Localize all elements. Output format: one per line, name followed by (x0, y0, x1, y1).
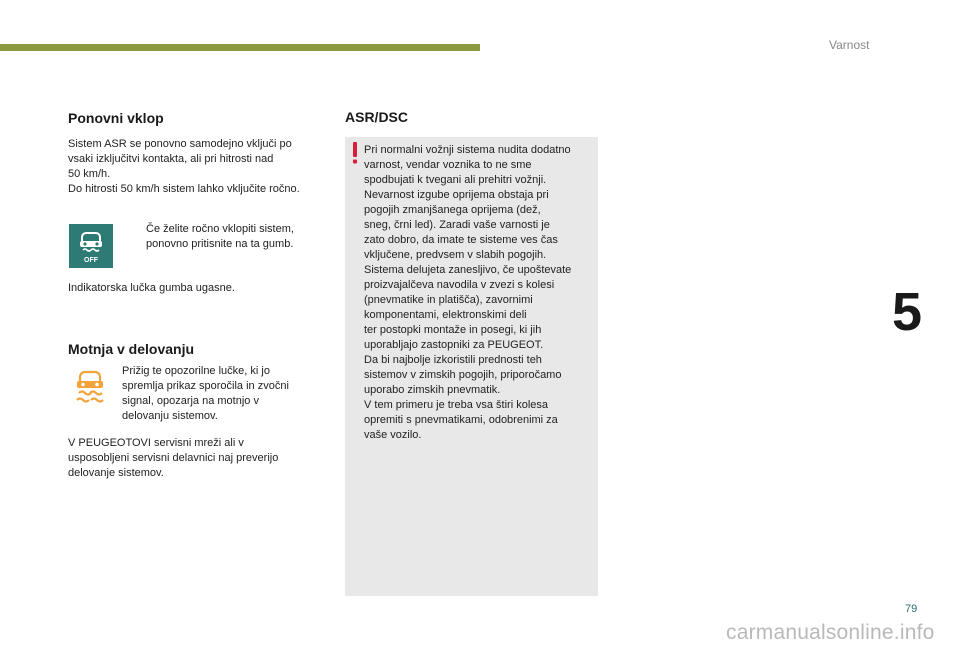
ponovni-paragraph-2: Indikatorska lučka gumba ugasne. (68, 282, 235, 294)
heading-ponovni-vklop: Ponovni vklop (68, 110, 164, 126)
ponovni-paragraph-1: Sistem ASR se ponovno samodejno vključi po vsaki izključitvi kontakta, ali pri hitrosti nad 50 km/h. Do hitrosti 50 km/h sistem lahko vključite ročno. (68, 138, 300, 195)
watermark: carmanualsonline.info (726, 621, 935, 644)
section-label: Varnost (829, 38, 870, 52)
exclamation-icon (350, 142, 360, 164)
chapter-number: 5 (892, 282, 923, 342)
heading-asr-dsc: ASR/DSC (345, 109, 409, 125)
esp-off-button-icon (69, 224, 113, 268)
asr-dsc-text: Pri normalni vožnji sistema nudita dodatno varnost, vendar voznika to ne sme spodbujati k tvegani ali prehitri vožnji. Nevarnost izgube oprijema obstaja pri pogojih zmanjšanega oprijema (dež, sneg, črni led). Zaradi vaše varnosti je zato dobro, da imate te sisteme ves čas vključene, predvsem v slabih pogojih. Sistema delujeta zanesljivo, če upoštevate proizvajalčeva navodila v zvezi s kolesi (pnevmatike in platišča), zavornimi komponentami, elektronskimi deli ter postopki montaže in posegi, ki jih uporabljajo zastopniki za PEUGEOT. Da bi najbolje izkoristili prednosti teh sistemov v zimskih pogojih, priporočamo uporabo zimskih pnevmatik. V tem primeru je treba vsa štiri kolesa opremiti s pnevmatikami, odobrenimi za vaše vozilo. (364, 144, 572, 441)
esp-warning-lamp-icon (71, 368, 109, 406)
motnja-paragraph-2: V PEUGEOTOVI servisni mreži ali v usposobljeni servisni delavnici naj preverijo delovanje sistemov. (68, 437, 279, 479)
top-accent-bar (0, 44, 480, 51)
ponovni-bullet-text: Če želite ročno vklopiti sistem, ponovno pritisnite na ta gumb. (146, 223, 294, 250)
heading-motnja-v-delovanju: Motnja v delovanju (68, 341, 195, 357)
motnja-paragraph-1: Prižig te opozorilne lučke, ki jo spremlja prikaz sporočila in zvočni signal, opozarja na motnjo v delovanju sistemov. (122, 365, 289, 422)
page-number: 79 (905, 603, 918, 615)
off-label: OFF (84, 257, 98, 264)
